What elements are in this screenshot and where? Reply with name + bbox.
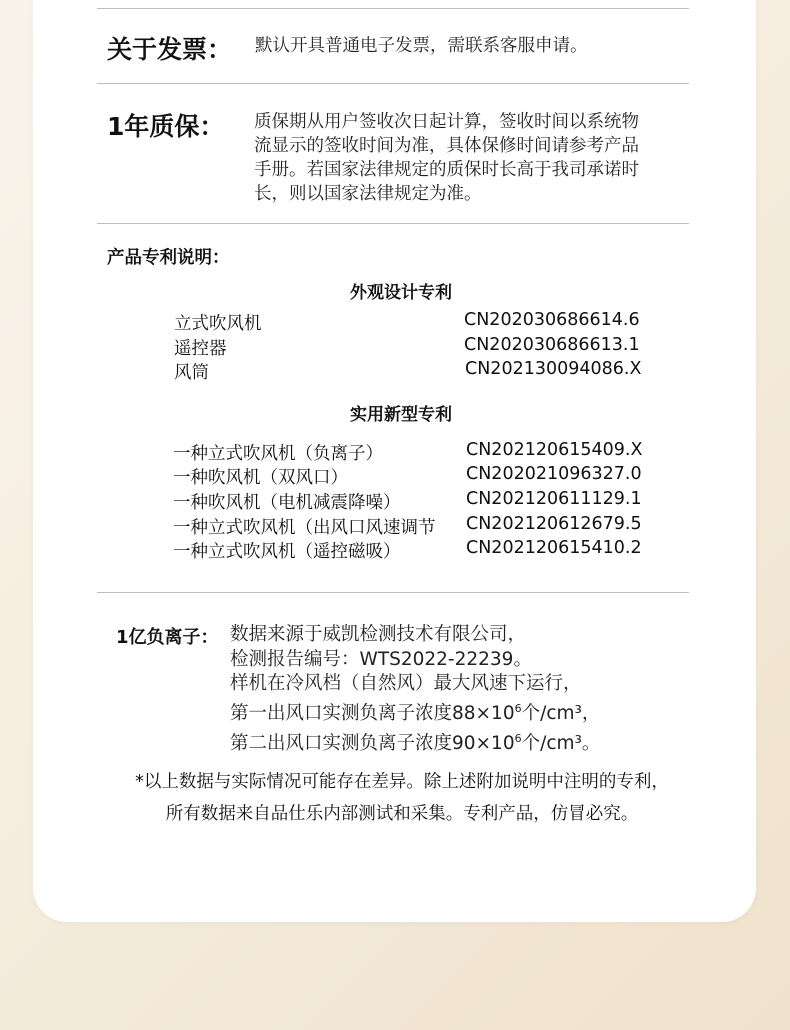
warranty-line: 流显示的签收时间为准，具体保修时间请参考产品 (254, 136, 639, 156)
patent-name: 一种吹风机（电机减震降噪） (173, 493, 401, 513)
warranty-line: 长，则以国家法律规定为准。 (254, 184, 482, 204)
divider (97, 592, 689, 593)
patent-number: CN202120615409.X (466, 440, 643, 460)
patents-heading: 产品专利说明： (107, 248, 230, 268)
ions-line: 样机在冷风档（自然风）最大风速下运行， (230, 673, 582, 695)
ions-exponent: 6 (514, 731, 522, 745)
ions-line-unit: 个/cm³。 (521, 732, 601, 754)
ions-label: 1亿负离子： (116, 627, 219, 648)
patent-number: CN202130094086.X (465, 359, 642, 379)
invoice-label: 关于发票： (107, 35, 233, 64)
disclaimer-line: 所有数据来自品仕乐内部测试和采集。专利产品，仿冒必究。 (165, 804, 639, 824)
patent-name: 一种立式吹风机（出风口风速调节 (173, 518, 436, 538)
patent-name: 遥控器 (174, 339, 227, 359)
warranty-line: 手册。若国家法律规定的质保时长高于我司承诺时 (254, 160, 639, 180)
patent-number: CN202120612679.5 (466, 514, 642, 534)
patent-name: 立式吹风机 (174, 314, 262, 334)
patent-number: CN202021096327.0 (466, 464, 642, 484)
warranty-text (254, 110, 639, 206)
ions-line: 检测报告编号：WTS2022-22239。 (230, 648, 532, 670)
patent-name: 一种吹风机（双风口） (173, 468, 348, 488)
patent-name: 一种立式吹风机（负离子） (173, 444, 383, 464)
ions-text (230, 623, 600, 756)
warranty-line: 质保期从用户签收次日起计算，签收时间以系统物 (254, 112, 639, 132)
ions-line-unit: 个/cm³， (521, 702, 601, 724)
divider (97, 83, 689, 84)
patent-number: CN202030686614.6 (464, 310, 640, 330)
ions-line (230, 727, 600, 757)
design-patents-title: 外观设计专利 (350, 283, 452, 303)
ions-line-text: 第二出风口实测负离子浓度90×10 (230, 732, 515, 754)
patent-number: CN202120611129.1 (466, 489, 642, 509)
ions-line (230, 697, 600, 727)
divider (97, 8, 689, 9)
patent-name: 风筒 (174, 363, 209, 383)
disclaimer-line: *以上数据与实际情况可能存在差异。除上述附加说明中注明的专利， (135, 772, 669, 792)
utility-patents-title: 实用新型专利 (350, 405, 452, 425)
warranty-label: 1年质保： (107, 112, 225, 141)
patent-number: CN202030686613.1 (464, 335, 640, 355)
patent-name: 一种立式吹风机（遥控磁吸） (173, 542, 401, 562)
ions-line-text: 第一出风口实测负离子浓度88×10 (230, 702, 515, 724)
invoice-text-line: 默认开具普通电子发票，需联系客服申请。 (255, 36, 588, 56)
invoice-text (255, 34, 588, 58)
patent-number: CN202120615410.2 (466, 538, 642, 558)
ions-line: 数据来源于威凯检测技术有限公司， (230, 624, 527, 645)
ions-exponent: 6 (514, 701, 522, 715)
divider (97, 223, 689, 224)
